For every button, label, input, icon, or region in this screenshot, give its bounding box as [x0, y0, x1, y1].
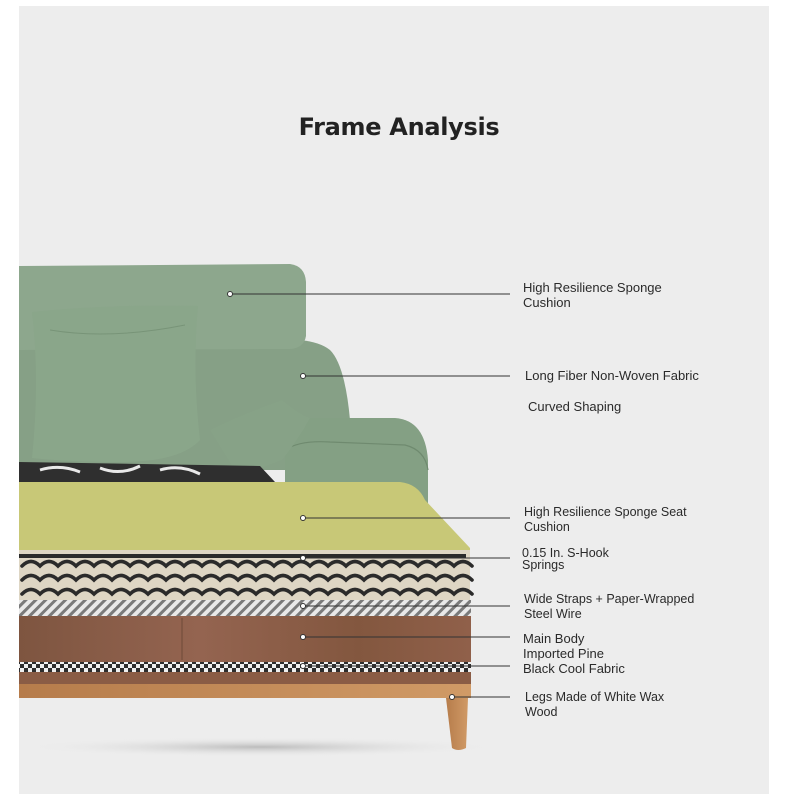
label-headrest-cushion: High Resilience Sponge Cushion	[523, 280, 662, 310]
page-title: Frame Analysis	[298, 113, 500, 141]
label-cool-fabric: Black Cool Fabric	[523, 661, 625, 676]
base-rail	[19, 684, 471, 698]
label-non-woven-fabric: Long Fiber Non-Woven Fabric	[525, 368, 699, 383]
label-main-body: Main Body Imported Pine	[523, 631, 604, 661]
label-seat-cushion: High Resilience Sponge Seat Cushion	[524, 505, 687, 534]
cool-fabric-layer	[19, 662, 471, 672]
seat-sponge-layer	[19, 482, 470, 552]
lower-frame	[19, 672, 471, 684]
floor-shadow	[20, 737, 500, 757]
label-legs: Legs Made of White Wax Wood	[525, 690, 665, 719]
back-pillow	[32, 306, 200, 462]
pine-frame-layer	[19, 616, 471, 662]
wide-straps-layer	[19, 600, 471, 616]
label-curved-shaping: Curved Shaping	[528, 399, 622, 414]
label-s-hook-springs: 0.15 In. S-Hook Springs	[522, 546, 609, 572]
label-wide-straps: Wide Straps + Paper-Wrapped Steel Wire	[524, 592, 695, 621]
